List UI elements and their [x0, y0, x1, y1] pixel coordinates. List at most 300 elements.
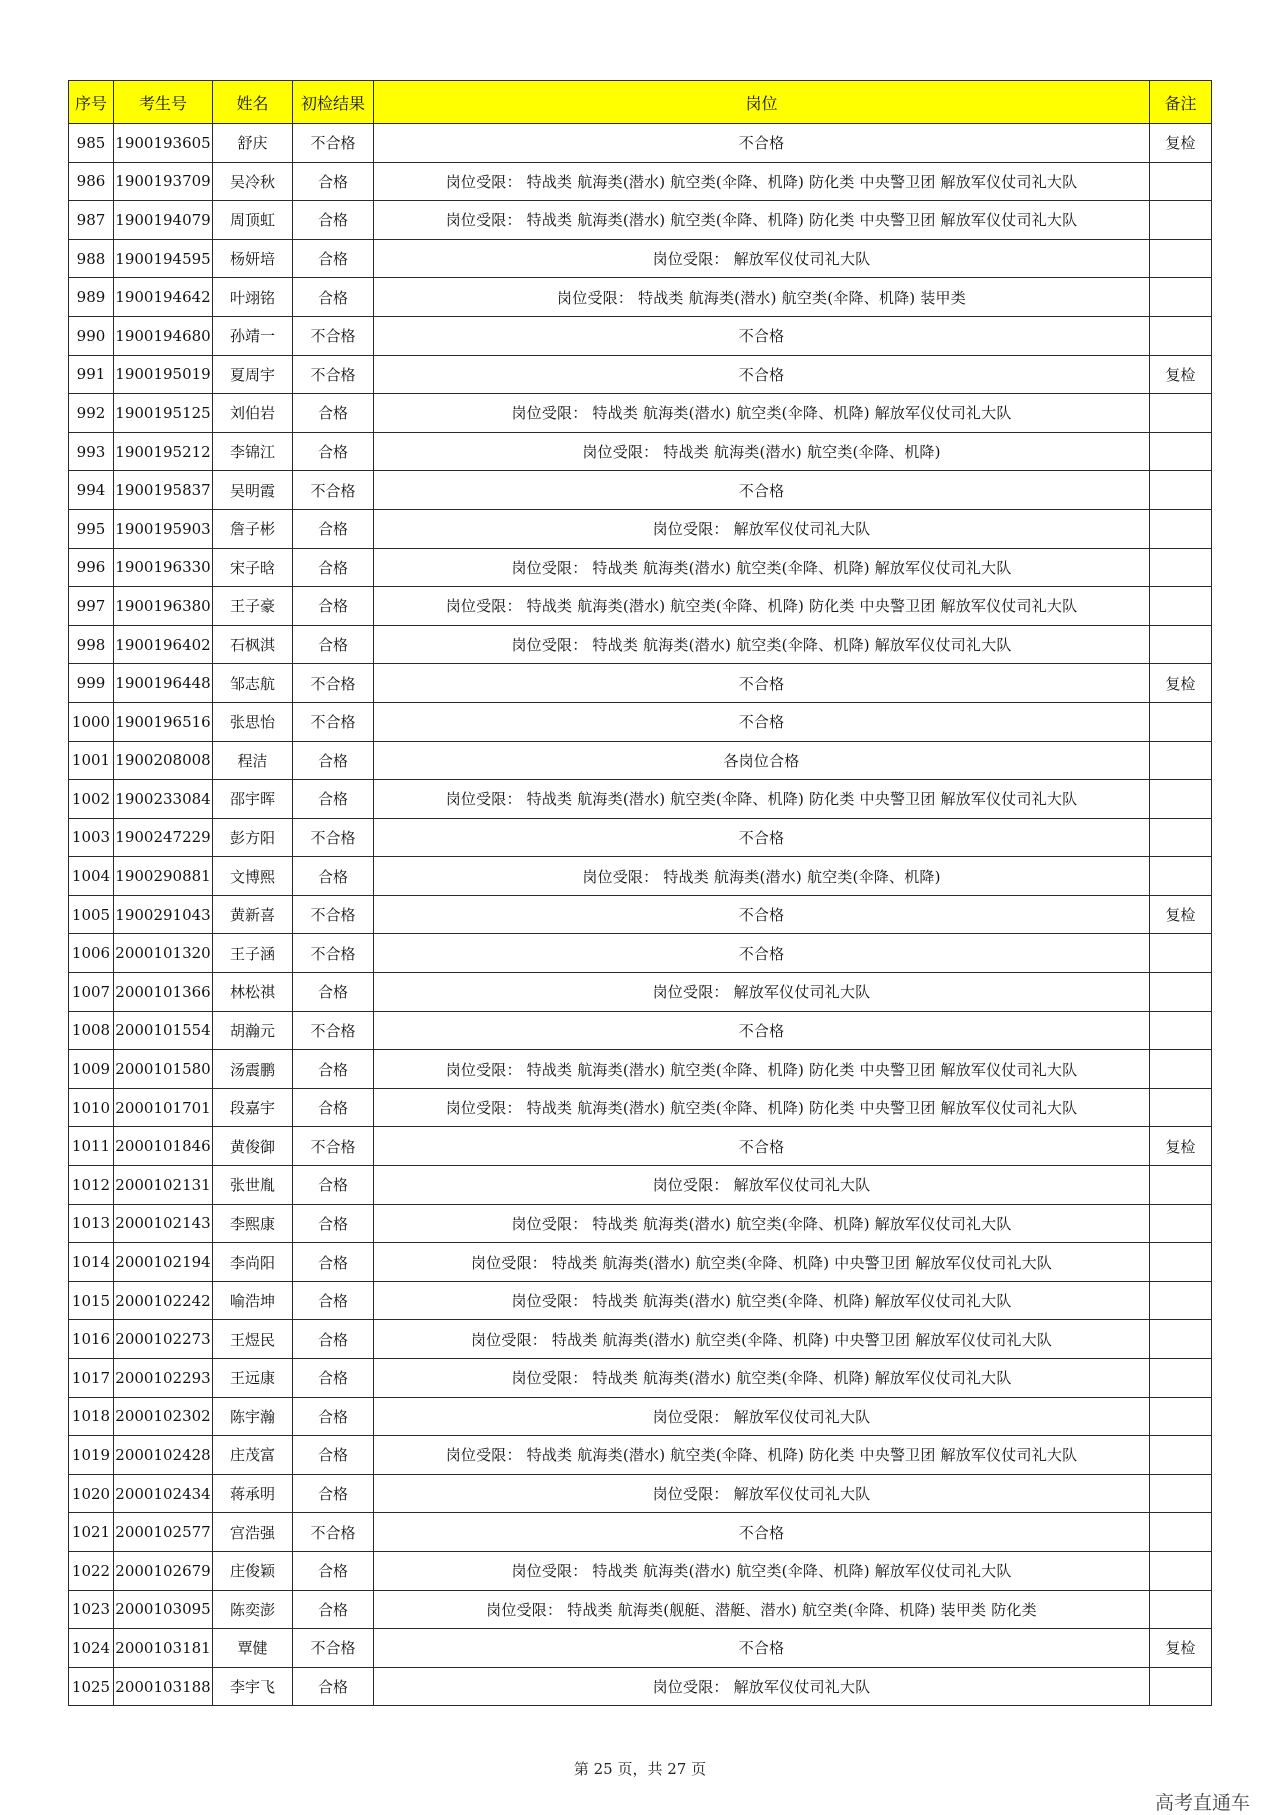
- cell-seq: 1001: [69, 741, 114, 780]
- cell-position: 不合格: [374, 818, 1150, 857]
- cell-name: 庄俊颖: [213, 1551, 293, 1590]
- cell-exam-no: 1900291043: [114, 895, 213, 934]
- cell-name: 程洁: [213, 741, 293, 780]
- cell-exam-no: 2000101366: [114, 973, 213, 1012]
- cell-exam-no: 1900196402: [114, 625, 213, 664]
- cell-position: 岗位受限： 特战类 航海类(潜水) 航空类(伞降、机降): [374, 857, 1150, 896]
- cell-remark: 复检: [1150, 1127, 1212, 1166]
- cell-name: 张思怡: [213, 702, 293, 741]
- cell-position: 岗位受限： 解放军仪仗司礼大队: [374, 239, 1150, 278]
- cell-seq: 1021: [69, 1513, 114, 1552]
- cell-result: 不合格: [293, 664, 374, 703]
- cell-position: 岗位受限： 特战类 航海类(潜水) 航空类(伞降、机降) 解放军仪仗司礼大队: [374, 1359, 1150, 1398]
- cell-name: 邵宇晖: [213, 780, 293, 819]
- cell-name: 石枫淇: [213, 625, 293, 664]
- table-row: [69, 1204, 1212, 1243]
- table-header: [69, 81, 1212, 124]
- cell-remark: [1150, 1320, 1212, 1359]
- table-row: [69, 702, 1212, 741]
- cell-remark: [1150, 316, 1212, 355]
- cell-position: 岗位受限： 特战类 航海类(潜水) 航空类(伞降、机降) 防化类 中央警卫团 解放军仪仗司礼大队: [374, 587, 1150, 626]
- cell-exam-no: 2000102143: [114, 1204, 213, 1243]
- cell-seq: 991: [69, 355, 114, 394]
- cell-position: 岗位受限： 解放军仪仗司礼大队: [374, 1397, 1150, 1436]
- cell-exam-no: 2000102242: [114, 1281, 213, 1320]
- cell-exam-no: 2000102131: [114, 1166, 213, 1205]
- cell-exam-no: 1900195125: [114, 394, 213, 433]
- cell-seq: 1009: [69, 1050, 114, 1089]
- cell-remark: [1150, 857, 1212, 896]
- cell-remark: [1150, 394, 1212, 433]
- cell-exam-no: 2000102428: [114, 1436, 213, 1475]
- cell-name: 周顶虹: [213, 201, 293, 240]
- cell-name: 陈宇瀚: [213, 1397, 293, 1436]
- table-row: [69, 1436, 1212, 1475]
- table-row: [69, 1281, 1212, 1320]
- cell-exam-no: 2000102194: [114, 1243, 213, 1282]
- cell-name: 喻浩坤: [213, 1281, 293, 1320]
- cell-remark: [1150, 239, 1212, 278]
- cell-exam-no: 1900194079: [114, 201, 213, 240]
- cell-remark: 复检: [1150, 1629, 1212, 1668]
- cell-position: 岗位受限： 特战类 航海类(舰艇、潜艇、潜水) 航空类(伞降、机降) 装甲类 防化类: [374, 1590, 1150, 1629]
- cell-result: 不合格: [293, 818, 374, 857]
- cell-remark: [1150, 1011, 1212, 1050]
- cell-name: 黄俊御: [213, 1127, 293, 1166]
- cell-position: 不合格: [374, 124, 1150, 163]
- cell-remark: [1150, 1166, 1212, 1205]
- cell-exam-no: 1900195903: [114, 509, 213, 548]
- cell-position: 岗位受限： 特战类 航海类(潜水) 航空类(伞降、机降) 解放军仪仗司礼大队: [374, 394, 1150, 433]
- table-row: [69, 1474, 1212, 1513]
- table-row: [69, 124, 1212, 163]
- table-row: [69, 1629, 1212, 1668]
- cell-name: 王煜民: [213, 1320, 293, 1359]
- cell-remark: 复检: [1150, 124, 1212, 163]
- cell-name: 刘伯岩: [213, 394, 293, 433]
- table-row: [69, 857, 1212, 896]
- cell-name: 舒庆: [213, 124, 293, 163]
- cell-seq: 1008: [69, 1011, 114, 1050]
- cell-result: 合格: [293, 394, 374, 433]
- cell-name: 陈奕澎: [213, 1590, 293, 1629]
- cell-position: 不合格: [374, 664, 1150, 703]
- cell-result: 合格: [293, 1320, 374, 1359]
- cell-seq: 992: [69, 394, 114, 433]
- cell-result: 合格: [293, 1551, 374, 1590]
- cell-seq: 1025: [69, 1667, 114, 1706]
- cell-name: 叶翊铭: [213, 278, 293, 317]
- table-row: [69, 355, 1212, 394]
- cell-position: 岗位受限： 特战类 航海类(潜水) 航空类(伞降、机降) 防化类 中央警卫团 解放军仪仗司礼大队: [374, 162, 1150, 201]
- cell-exam-no: 1900195019: [114, 355, 213, 394]
- cell-position: 岗位受限： 解放军仪仗司礼大队: [374, 1474, 1150, 1513]
- cell-name: 吴冷秋: [213, 162, 293, 201]
- cell-result: 合格: [293, 1667, 374, 1706]
- table-row: [69, 201, 1212, 240]
- cell-result: 合格: [293, 1359, 374, 1398]
- cell-result: 合格: [293, 587, 374, 626]
- cell-exam-no: 1900194680: [114, 316, 213, 355]
- cell-name: 夏周宇: [213, 355, 293, 394]
- cell-result: 合格: [293, 625, 374, 664]
- header-exam-no: 考生号: [114, 81, 213, 124]
- header-result: 初检结果: [293, 81, 374, 124]
- cell-name: 吴明霞: [213, 471, 293, 510]
- table-row: [69, 895, 1212, 934]
- cell-exam-no: 2000103095: [114, 1590, 213, 1629]
- cell-seq: 1022: [69, 1551, 114, 1590]
- cell-remark: [1150, 432, 1212, 471]
- cell-remark: [1150, 1474, 1212, 1513]
- cell-position: 岗位受限： 特战类 航海类(潜水) 航空类(伞降、机降) 解放军仪仗司礼大队: [374, 548, 1150, 587]
- table-row: [69, 741, 1212, 780]
- cell-exam-no: 2000102679: [114, 1551, 213, 1590]
- cell-result: 合格: [293, 1088, 374, 1127]
- cell-seq: 1011: [69, 1127, 114, 1166]
- cell-result: 合格: [293, 509, 374, 548]
- cell-exam-no: 1900196330: [114, 548, 213, 587]
- cell-name: 彭方阳: [213, 818, 293, 857]
- cell-position: 岗位受限： 特战类 航海类(潜水) 航空类(伞降、机降): [374, 432, 1150, 471]
- cell-remark: [1150, 1436, 1212, 1475]
- table-row: [69, 1243, 1212, 1282]
- cell-seq: 989: [69, 278, 114, 317]
- cell-exam-no: 2000101320: [114, 934, 213, 973]
- cell-name: 文博熙: [213, 857, 293, 896]
- cell-name: 詹子彬: [213, 509, 293, 548]
- table-row: [69, 1513, 1212, 1552]
- cell-exam-no: 1900233084: [114, 780, 213, 819]
- cell-result: 合格: [293, 1397, 374, 1436]
- cell-seq: 985: [69, 124, 114, 163]
- cell-seq: 999: [69, 664, 114, 703]
- cell-name: 李锦江: [213, 432, 293, 471]
- cell-name: 李熙康: [213, 1204, 293, 1243]
- cell-seq: 1004: [69, 857, 114, 896]
- table-row: [69, 780, 1212, 819]
- cell-name: 蒋承明: [213, 1474, 293, 1513]
- cell-exam-no: 2000102302: [114, 1397, 213, 1436]
- cell-exam-no: 1900194595: [114, 239, 213, 278]
- cell-remark: [1150, 934, 1212, 973]
- cell-name: 汤震鹏: [213, 1050, 293, 1089]
- cell-result: 不合格: [293, 1629, 374, 1668]
- cell-seq: 995: [69, 509, 114, 548]
- header-row: [69, 81, 1212, 124]
- table-row: [69, 548, 1212, 587]
- cell-seq: 990: [69, 316, 114, 355]
- watermark-text: 高考直通车: [1154, 1792, 1250, 1814]
- table-row: [69, 278, 1212, 317]
- cell-result: 合格: [293, 1050, 374, 1089]
- cell-result: 合格: [293, 548, 374, 587]
- cell-result: 不合格: [293, 1127, 374, 1166]
- cell-result: 合格: [293, 741, 374, 780]
- cell-result: 合格: [293, 1204, 374, 1243]
- cell-seq: 1002: [69, 780, 114, 819]
- cell-position: 岗位受限： 解放军仪仗司礼大队: [374, 973, 1150, 1012]
- cell-result: 不合格: [293, 471, 374, 510]
- cell-result: 合格: [293, 1166, 374, 1205]
- cell-seq: 1006: [69, 934, 114, 973]
- cell-position: 不合格: [374, 1127, 1150, 1166]
- cell-result: 合格: [293, 162, 374, 201]
- cell-seq: 1010: [69, 1088, 114, 1127]
- cell-position: 岗位受限： 特战类 航海类(潜水) 航空类(伞降、机降) 中央警卫团 解放军仪仗司礼大队: [374, 1243, 1150, 1282]
- cell-seq: 1024: [69, 1629, 114, 1668]
- table-row: [69, 1127, 1212, 1166]
- cell-result: 合格: [293, 201, 374, 240]
- table-row: [69, 818, 1212, 857]
- cell-exam-no: 2000102293: [114, 1359, 213, 1398]
- cell-exam-no: 1900208008: [114, 741, 213, 780]
- cell-result: 不合格: [293, 355, 374, 394]
- cell-remark: [1150, 780, 1212, 819]
- cell-position: 不合格: [374, 471, 1150, 510]
- cell-remark: [1150, 1397, 1212, 1436]
- cell-name: 覃健: [213, 1629, 293, 1668]
- cell-position: 不合格: [374, 1513, 1150, 1552]
- cell-result: 不合格: [293, 1011, 374, 1050]
- cell-position: 不合格: [374, 934, 1150, 973]
- cell-remark: [1150, 1513, 1212, 1552]
- cell-seq: 1014: [69, 1243, 114, 1282]
- cell-seq: 1013: [69, 1204, 114, 1243]
- header-position: 岗位: [374, 81, 1150, 124]
- header-remark: 备注: [1150, 81, 1212, 124]
- cell-remark: [1150, 162, 1212, 201]
- cell-seq: 1017: [69, 1359, 114, 1398]
- cell-seq: 1019: [69, 1436, 114, 1475]
- cell-exam-no: 2000102577: [114, 1513, 213, 1552]
- cell-exam-no: 1900196380: [114, 587, 213, 626]
- table-row: [69, 1166, 1212, 1205]
- table-row: [69, 625, 1212, 664]
- cell-position: 不合格: [374, 702, 1150, 741]
- cell-seq: 1016: [69, 1320, 114, 1359]
- cell-position: 岗位受限： 特战类 航海类(潜水) 航空类(伞降、机降) 防化类 中央警卫团 解放军仪仗司礼大队: [374, 201, 1150, 240]
- cell-name: 杨妍培: [213, 239, 293, 278]
- cell-remark: [1150, 1667, 1212, 1706]
- table-row: [69, 1050, 1212, 1089]
- cell-seq: 998: [69, 625, 114, 664]
- table-row: [69, 509, 1212, 548]
- cell-name: 张世胤: [213, 1166, 293, 1205]
- cell-name: 孙靖一: [213, 316, 293, 355]
- cell-result: 合格: [293, 1590, 374, 1629]
- header-name: 姓名: [213, 81, 293, 124]
- cell-remark: [1150, 471, 1212, 510]
- cell-remark: [1150, 509, 1212, 548]
- cell-exam-no: 1900195837: [114, 471, 213, 510]
- results-table: [68, 80, 1212, 1706]
- cell-remark: 复检: [1150, 664, 1212, 703]
- cell-result: 不合格: [293, 934, 374, 973]
- cell-name: 宫浩强: [213, 1513, 293, 1552]
- cell-seq: 1003: [69, 818, 114, 857]
- table-row: [69, 1667, 1212, 1706]
- cell-result: 合格: [293, 1474, 374, 1513]
- table-row: [69, 162, 1212, 201]
- cell-result: 合格: [293, 239, 374, 278]
- cell-result: 合格: [293, 432, 374, 471]
- cell-position: 岗位受限： 特战类 航海类(潜水) 航空类(伞降、机降) 防化类 中央警卫团 解放军仪仗司礼大队: [374, 1088, 1150, 1127]
- cell-position: 岗位受限： 特战类 航海类(潜水) 航空类(伞降、机降) 防化类 中央警卫团 解放军仪仗司礼大队: [374, 780, 1150, 819]
- table-row: [69, 1397, 1212, 1436]
- cell-exam-no: 2000102273: [114, 1320, 213, 1359]
- cell-seq: 986: [69, 162, 114, 201]
- cell-remark: [1150, 1204, 1212, 1243]
- cell-seq: 1015: [69, 1281, 114, 1320]
- table-body: [69, 124, 1212, 1706]
- cell-remark: [1150, 973, 1212, 1012]
- cell-remark: [1150, 741, 1212, 780]
- cell-remark: [1150, 625, 1212, 664]
- cell-exam-no: 2000101554: [114, 1011, 213, 1050]
- table-row: [69, 1359, 1212, 1398]
- cell-exam-no: 1900247229: [114, 818, 213, 857]
- cell-seq: 988: [69, 239, 114, 278]
- cell-seq: 1023: [69, 1590, 114, 1629]
- cell-position: 不合格: [374, 355, 1150, 394]
- cell-position: 不合格: [374, 1629, 1150, 1668]
- cell-position: 岗位受限： 特战类 航海类(潜水) 航空类(伞降、机降) 防化类 中央警卫团 解放军仪仗司礼大队: [374, 1050, 1150, 1089]
- cell-remark: [1150, 1590, 1212, 1629]
- cell-remark: [1150, 1281, 1212, 1320]
- cell-remark: [1150, 201, 1212, 240]
- table-row: [69, 934, 1212, 973]
- cell-result: 不合格: [293, 702, 374, 741]
- cell-remark: [1150, 278, 1212, 317]
- cell-name: 胡瀚元: [213, 1011, 293, 1050]
- cell-position: 岗位受限： 特战类 航海类(潜水) 航空类(伞降、机降) 中央警卫团 解放军仪仗司礼大队: [374, 1320, 1150, 1359]
- cell-result: 合格: [293, 278, 374, 317]
- cell-result: 合格: [293, 780, 374, 819]
- table-row: [69, 664, 1212, 703]
- table-row: [69, 1011, 1212, 1050]
- cell-position: 岗位受限： 解放军仪仗司礼大队: [374, 1166, 1150, 1205]
- cell-seq: 1018: [69, 1397, 114, 1436]
- cell-remark: [1150, 1050, 1212, 1089]
- cell-name: 庄茂富: [213, 1436, 293, 1475]
- cell-remark: [1150, 548, 1212, 587]
- cell-seq: 1007: [69, 973, 114, 1012]
- cell-remark: [1150, 818, 1212, 857]
- cell-position: 不合格: [374, 316, 1150, 355]
- cell-seq: 1000: [69, 702, 114, 741]
- cell-exam-no: 2000103181: [114, 1629, 213, 1668]
- cell-result: 不合格: [293, 1513, 374, 1552]
- cell-remark: [1150, 587, 1212, 626]
- cell-position: 岗位受限： 特战类 航海类(潜水) 航空类(伞降、机降) 装甲类: [374, 278, 1150, 317]
- table-row: [69, 1320, 1212, 1359]
- cell-remark: [1150, 1551, 1212, 1590]
- cell-result: 合格: [293, 857, 374, 896]
- cell-remark: [1150, 1359, 1212, 1398]
- cell-position: 岗位受限： 特战类 航海类(潜水) 航空类(伞降、机降) 防化类 中央警卫团 解放军仪仗司礼大队: [374, 1436, 1150, 1475]
- table-row: [69, 587, 1212, 626]
- cell-result: 合格: [293, 1436, 374, 1475]
- cell-name: 宋子晗: [213, 548, 293, 587]
- cell-remark: 复检: [1150, 355, 1212, 394]
- cell-result: 不合格: [293, 124, 374, 163]
- cell-seq: 993: [69, 432, 114, 471]
- cell-result: 不合格: [293, 895, 374, 934]
- cell-name: 段嘉宇: [213, 1088, 293, 1127]
- cell-name: 王子豪: [213, 587, 293, 626]
- cell-position: 岗位受限： 解放军仪仗司礼大队: [374, 1667, 1150, 1706]
- cell-seq: 996: [69, 548, 114, 587]
- results-sheet: [68, 80, 1211, 1706]
- cell-remark: 复检: [1150, 895, 1212, 934]
- table-row: [69, 394, 1212, 433]
- cell-result: 合格: [293, 1281, 374, 1320]
- table-row: [69, 316, 1212, 355]
- cell-exam-no: 2000103188: [114, 1667, 213, 1706]
- table-row: [69, 1551, 1212, 1590]
- table-row: [69, 1590, 1212, 1629]
- table-row: [69, 432, 1212, 471]
- page-number: 第 25 页，共 27 页: [573, 1760, 707, 1778]
- cell-exam-no: 2000101846: [114, 1127, 213, 1166]
- cell-exam-no: 2000102434: [114, 1474, 213, 1513]
- cell-exam-no: 2000101701: [114, 1088, 213, 1127]
- cell-exam-no: 1900196448: [114, 664, 213, 703]
- cell-result: 合格: [293, 1243, 374, 1282]
- cell-name: 王远康: [213, 1359, 293, 1398]
- table-row: [69, 973, 1212, 1012]
- cell-name: 邹志航: [213, 664, 293, 703]
- cell-position: 岗位受限： 特战类 航海类(潜水) 航空类(伞降、机降) 解放军仪仗司礼大队: [374, 625, 1150, 664]
- cell-name: 黄新喜: [213, 895, 293, 934]
- cell-exam-no: 1900196516: [114, 702, 213, 741]
- cell-exam-no: 1900290881: [114, 857, 213, 896]
- cell-position: 岗位受限： 特战类 航海类(潜水) 航空类(伞降、机降) 解放军仪仗司礼大队: [374, 1551, 1150, 1590]
- cell-position: 岗位受限： 特战类 航海类(潜水) 航空类(伞降、机降) 解放军仪仗司礼大队: [374, 1204, 1150, 1243]
- cell-remark: [1150, 1088, 1212, 1127]
- cell-result: 合格: [293, 973, 374, 1012]
- cell-position: 岗位受限： 解放军仪仗司礼大队: [374, 509, 1150, 548]
- cell-name: 林松祺: [213, 973, 293, 1012]
- header-seq: 序号: [69, 81, 114, 124]
- cell-seq: 1005: [69, 895, 114, 934]
- table-row: [69, 239, 1212, 278]
- cell-name: 李宇飞: [213, 1667, 293, 1706]
- cell-exam-no: 2000101580: [114, 1050, 213, 1089]
- cell-seq: 1020: [69, 1474, 114, 1513]
- cell-name: 李尚阳: [213, 1243, 293, 1282]
- cell-remark: [1150, 1243, 1212, 1282]
- cell-exam-no: 1900193709: [114, 162, 213, 201]
- cell-seq: 997: [69, 587, 114, 626]
- cell-result: 不合格: [293, 316, 374, 355]
- cell-seq: 1012: [69, 1166, 114, 1205]
- cell-exam-no: 1900195212: [114, 432, 213, 471]
- cell-position: 不合格: [374, 895, 1150, 934]
- cell-exam-no: 1900194642: [114, 278, 213, 317]
- cell-exam-no: 1900193605: [114, 124, 213, 163]
- cell-position: 岗位受限： 特战类 航海类(潜水) 航空类(伞降、机降) 解放军仪仗司礼大队: [374, 1281, 1150, 1320]
- table-row: [69, 1088, 1212, 1127]
- table-row: [69, 471, 1212, 510]
- cell-position: 各岗位合格: [374, 741, 1150, 780]
- cell-seq: 987: [69, 201, 114, 240]
- cell-remark: [1150, 702, 1212, 741]
- cell-position: 不合格: [374, 1011, 1150, 1050]
- cell-name: 王子涵: [213, 934, 293, 973]
- cell-seq: 994: [69, 471, 114, 510]
